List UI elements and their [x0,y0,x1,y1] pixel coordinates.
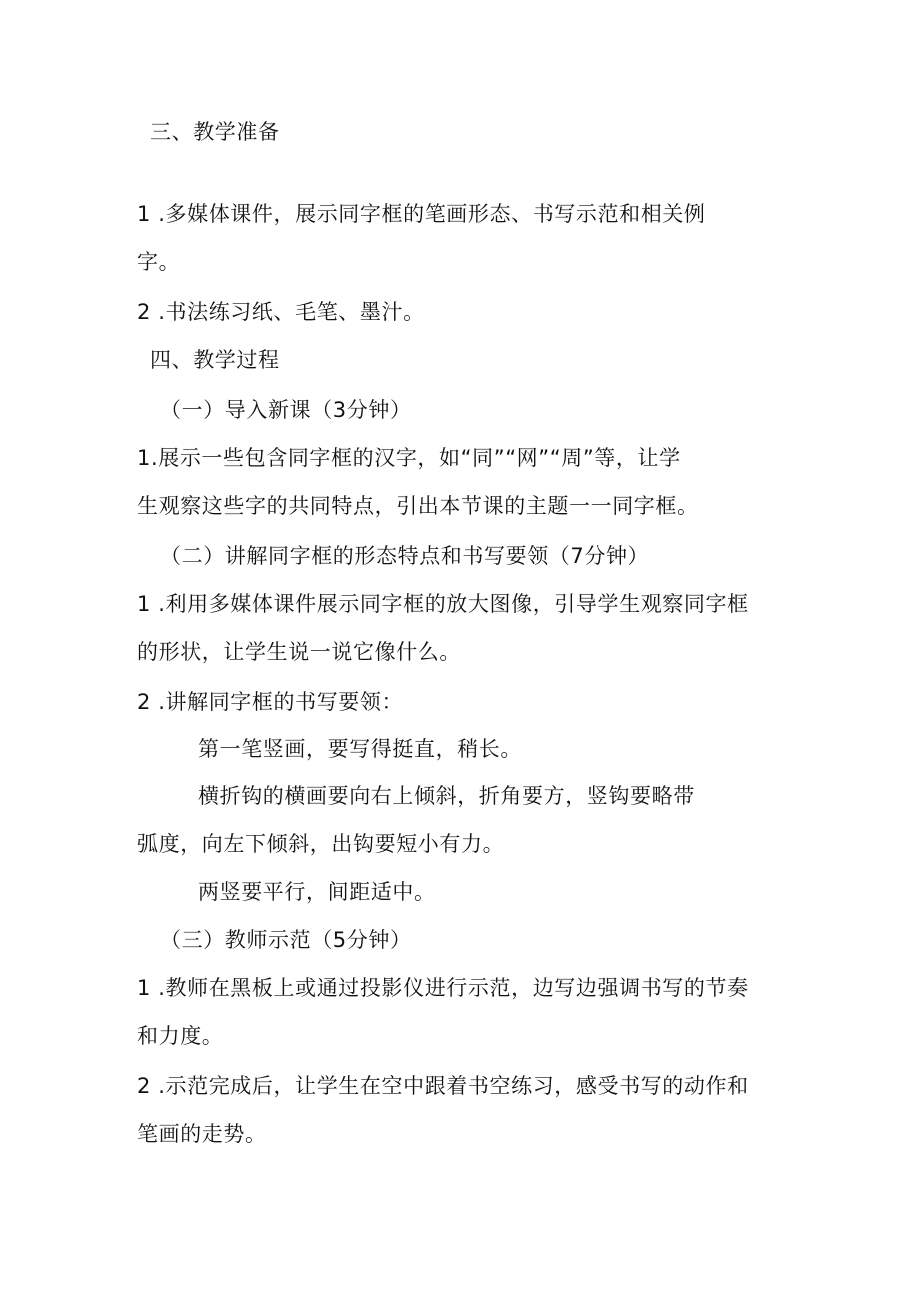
explain-paragraph-1-line-1: 1 .利用多媒体课件展示同字框的放大图像，引导学生观察同字框 [137,592,749,616]
section-heading-preparation: 三、教学准备 [150,120,280,144]
demo-paragraph-2-line-2: 笔画的走势。 [137,1122,267,1146]
demo-paragraph-1-line-1: 1 .教师在黑板上或通过投影仪进行示范，边写边强调书写的节奏 [137,976,749,1000]
subsection-title-intro: （一）导入新课（3分钟） [160,398,412,422]
intro-paragraph-line-1: 1.展示一些包含同字框的汉字，如“同”“网”“周”等，让学 [137,446,681,470]
prep-item-1-line-2: 字。 [137,250,181,274]
subsection-title-demo: （三）教师示范（5分钟） [160,928,412,952]
writing-point-2-line-1: 横折钩的横画要向右上倾斜，折角要方，竖钩要略带 [198,784,695,808]
writing-point-1: 第一笔竖画，要写得挺直，稍长。 [198,737,522,761]
explain-paragraph-1-line-2: 的形状，让学生说一说它像什么。 [137,640,461,664]
explain-paragraph-2: 2 .讲解同字框的书写要领： [137,690,404,714]
prep-item-2: 2 .书法练习纸、毛笔、墨汁。 [137,300,425,324]
section-heading-process: 四、教学过程 [150,348,280,372]
demo-paragraph-1-line-2: 和力度。 [137,1024,224,1048]
writing-point-3: 两竖要平行，间距适中。 [198,880,436,904]
demo-paragraph-2-line-1: 2 .示范完成后，让学生在空中跟着书空练习，感受书写的动作和 [137,1074,749,1098]
subsection-title-explain: （二）讲解同字框的形态特点和书写要领（7分钟） [160,544,650,568]
prep-item-1-line-1: 1 .多媒体课件，展示同字框的笔画形态、书写示范和相关例 [137,202,706,226]
writing-point-2-line-2: 弧度，向左下倾斜，出钩要短小有力。 [137,832,505,856]
intro-paragraph-line-2: 生观察这些字的共同特点，引出本节课的主题一一同字框。 [137,494,699,518]
